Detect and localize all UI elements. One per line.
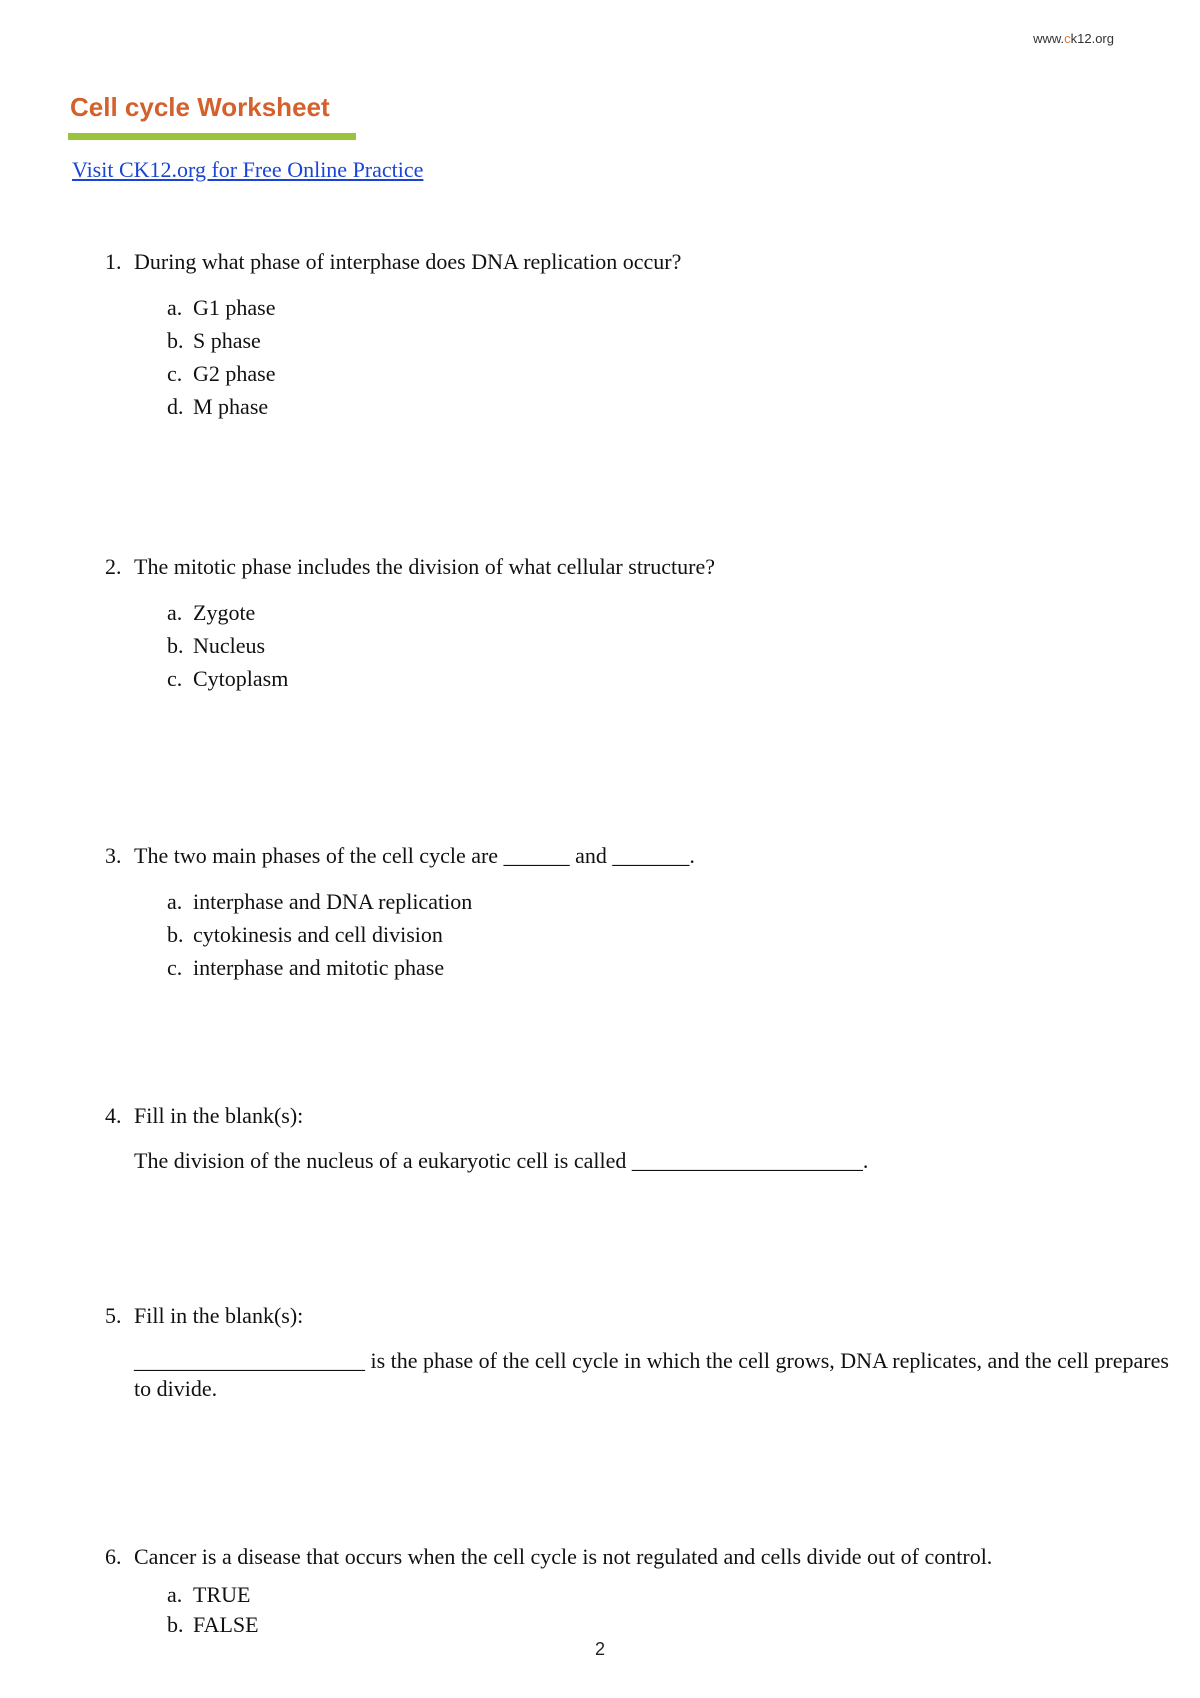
option-text: interphase and mitotic phase bbox=[193, 954, 445, 980]
site-url bbox=[1033, 31, 1114, 46]
answer-option-c[interactable] bbox=[167, 662, 1185, 695]
option-letter: c. bbox=[167, 954, 183, 980]
question-text: Cancer is a disease that occurs when the cell cycle is not regulated and cells divide out of control. bbox=[134, 1544, 993, 1569]
answer-options bbox=[105, 1580, 1185, 1640]
question-3 bbox=[105, 842, 1185, 984]
option-letter: a. bbox=[167, 1581, 183, 1607]
answer-option-b[interactable] bbox=[167, 1610, 1185, 1640]
answer-option-b[interactable] bbox=[167, 324, 1185, 357]
option-letter: a. bbox=[167, 888, 183, 914]
question-4 bbox=[105, 1102, 1185, 1175]
option-text: Cytoplasm bbox=[193, 665, 289, 691]
answer-option-a[interactable] bbox=[167, 291, 1185, 324]
answer-option-b[interactable] bbox=[167, 629, 1185, 662]
question-6 bbox=[105, 1543, 1185, 1640]
question-number: 2. bbox=[105, 554, 122, 579]
question-number: 6. bbox=[105, 1544, 122, 1569]
site-url-prefix: www. bbox=[1033, 31, 1065, 46]
answer-options bbox=[105, 596, 1185, 695]
answer-option-c[interactable] bbox=[167, 357, 1185, 390]
option-letter: b. bbox=[167, 327, 184, 353]
question-text: Fill in the blank(s): bbox=[134, 1303, 304, 1328]
question-1 bbox=[105, 248, 1185, 423]
answer-options bbox=[105, 885, 1185, 984]
page-number: 2 bbox=[594, 1639, 605, 1659]
option-text: FALSE bbox=[193, 1611, 259, 1637]
answer-option-d[interactable] bbox=[167, 390, 1185, 423]
option-letter: a. bbox=[167, 599, 183, 625]
option-text: Zygote bbox=[193, 599, 256, 625]
question-number: 4. bbox=[105, 1103, 122, 1128]
option-text: Nucleus bbox=[193, 632, 266, 658]
answer-option-a[interactable] bbox=[167, 596, 1185, 629]
option-letter: b. bbox=[167, 632, 184, 658]
title-underline-rule bbox=[68, 133, 356, 140]
option-text: G1 phase bbox=[193, 294, 276, 320]
question-2 bbox=[105, 553, 1185, 695]
option-text: M phase bbox=[193, 393, 269, 419]
option-text: TRUE bbox=[193, 1581, 251, 1607]
option-text: G2 phase bbox=[193, 360, 276, 386]
practice-link[interactable]: Visit CK12.org for Free Online Practice bbox=[72, 157, 424, 182]
option-letter: b. bbox=[167, 1611, 184, 1637]
question-number: 3. bbox=[105, 843, 122, 868]
site-url-accent: c bbox=[1064, 31, 1071, 46]
option-letter: b. bbox=[167, 921, 184, 947]
answer-option-a[interactable] bbox=[167, 1580, 1185, 1610]
answer-option-b[interactable] bbox=[167, 918, 1185, 951]
option-text: cytokinesis and cell division bbox=[193, 921, 443, 947]
fill-in-blank-statement: The division of the nucleus of a eukaryotic cell is called _____________________. bbox=[134, 1147, 869, 1173]
question-text: During what phase of interphase does DNA replication occur? bbox=[134, 249, 682, 274]
question-text: The mitotic phase includes the division of what cellular structure? bbox=[134, 554, 715, 579]
question-5 bbox=[105, 1302, 1185, 1404]
site-url-suffix: k12.org bbox=[1070, 31, 1114, 46]
question-number: 5. bbox=[105, 1303, 122, 1328]
question-text: The two main phases of the cell cycle are ______ and _______. bbox=[134, 843, 695, 868]
option-text: interphase and DNA replication bbox=[193, 888, 473, 914]
option-text: S phase bbox=[193, 327, 261, 353]
answer-options bbox=[105, 291, 1185, 423]
fill-in-blank-statement: _____________________ is the phase of the cell cycle in which the cell grows, DNA replicates, and the cell prepares to divide. bbox=[134, 1347, 1169, 1402]
answer-option-c[interactable] bbox=[167, 951, 1185, 984]
question-number: 1. bbox=[105, 249, 122, 274]
question-text: Fill in the blank(s): bbox=[134, 1103, 304, 1128]
worksheet-title: Cell cycle Worksheet bbox=[70, 92, 330, 122]
option-letter: c. bbox=[167, 360, 183, 386]
answer-option-a[interactable] bbox=[167, 885, 1185, 918]
option-letter: c. bbox=[167, 665, 183, 691]
option-letter: a. bbox=[167, 294, 183, 320]
option-letter: d. bbox=[167, 393, 184, 419]
